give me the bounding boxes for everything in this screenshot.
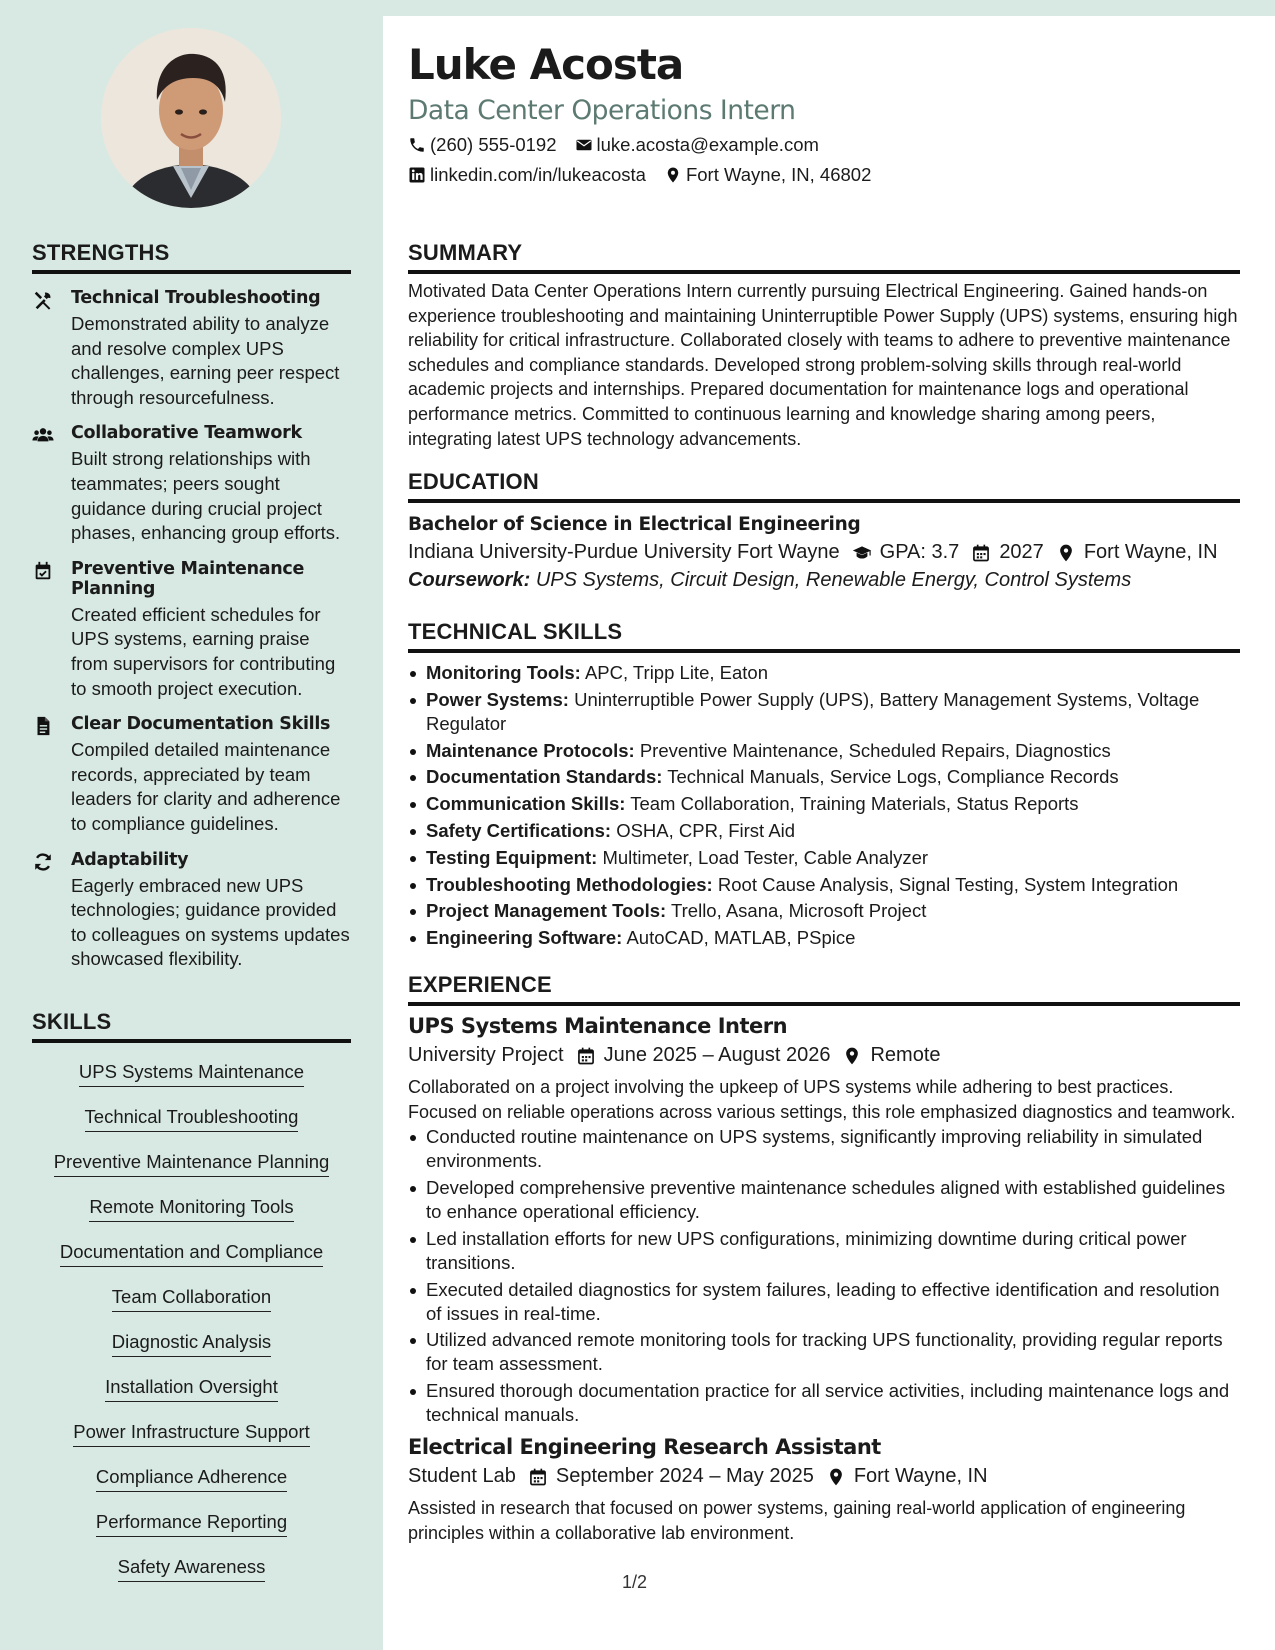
job-entry xyxy=(408,1014,1240,1427)
school-name: Indiana University-Purdue University Fort Wayne xyxy=(408,541,840,563)
strength-desc: Eagerly embraced new UPS technologies; guidance provided to colleagues on systems updates showcased flexibility. xyxy=(71,874,350,970)
page-number: 1/2 xyxy=(622,1572,648,1592)
phone-icon xyxy=(408,136,426,154)
job-meta xyxy=(408,1044,1240,1067)
email-icon xyxy=(575,136,593,154)
profile-photo xyxy=(101,28,281,208)
strength-title: Clear Documentation Skills xyxy=(71,714,331,735)
job-bullet: Utilized advanced remote monitoring tools for tracking UPS functionality, providing regular reports for team assessment. xyxy=(408,1328,1240,1376)
experience-title: EXPERIENCE xyxy=(408,972,1240,1006)
graduation-cap-icon xyxy=(852,543,872,563)
strength-item xyxy=(32,850,351,972)
skill-item: Power Infrastructure Support xyxy=(32,1421,351,1466)
tech-skill-item: Engineering Software: AutoCAD, MATLAB, PSpice xyxy=(408,926,1240,950)
technical-skills-title: TECHNICAL SKILLS xyxy=(408,619,1240,653)
job-dates: September 2024 – May 2025 xyxy=(555,1465,814,1488)
skill-item: Team Collaboration xyxy=(32,1286,351,1331)
job-meta xyxy=(408,1465,1240,1488)
coursework: Coursework: UPS Systems, Circuit Design, Renewable Energy, Control Systems xyxy=(408,569,1132,591)
location-pin-icon xyxy=(664,166,682,184)
tech-skill-item: Maintenance Protocols: Preventive Maintenance, Scheduled Repairs, Diagnostics xyxy=(408,739,1240,763)
skill-item: Preventive Maintenance Planning xyxy=(32,1151,351,1196)
strength-title: Collaborative Teamwork xyxy=(71,423,302,444)
strength-title: Adaptability xyxy=(71,849,189,870)
job-title: Electrical Engineering Research Assistant xyxy=(408,1435,881,1460)
job-entry xyxy=(408,1435,1240,1545)
phone-text[interactable]: (260) 555-0192 xyxy=(430,134,557,155)
email-link[interactable]: luke.acosta@example.com xyxy=(596,134,819,155)
job-dates: June 2025 – August 2026 xyxy=(603,1044,831,1066)
tech-skill-item: Project Management Tools: Trello, Asana, Microsoft Project xyxy=(408,899,1240,923)
skill-item: UPS Systems Maintenance xyxy=(32,1061,351,1106)
strength-item xyxy=(32,714,351,836)
education-section xyxy=(408,469,1240,592)
education-meta xyxy=(408,541,1240,564)
technical-skills-section xyxy=(408,619,1240,953)
tech-skill-item: Safety Certifications: OSHA, CPR, First Aid xyxy=(408,819,1240,843)
strength-item xyxy=(32,423,351,545)
school-location: Fort Wayne, IN xyxy=(1083,541,1218,563)
calendar-icon xyxy=(576,1046,596,1066)
strength-desc: Built strong relationships with teammates; peers sought guidance during crucial project phases, enhancing group efforts. xyxy=(71,448,341,544)
strengths-section xyxy=(32,240,351,972)
strength-title: Preventive Maintenance Planning xyxy=(71,558,305,599)
tech-skill-item: Power Systems: Uninterruptible Power Supply (UPS), Battery Management Systems, Voltage Regulator xyxy=(408,688,1240,736)
job-bullet: Ensured thorough documentation practice for all service activities, including maintenance logs and technical manuals. xyxy=(408,1379,1240,1427)
summary-text: Motivated Data Center Operations Intern currently pursuing Electrical Engineering. Gained hands-on experience troubleshooting and maintaining Uninterruptible Power Supply (UPS) systems, ensuring high reliability for critical infrastructure. Collaborated closely with teams to adhere to preventive maintenance schedules and compliance standards. Developed strong problem-solving skills through real-world academic projects and internships. Prepared documentation for maintenance logs and operational performance metrics. Committed to continuous learning and knowledge sharing among peers, integrating latest UPS technology advancements. xyxy=(408,281,1238,449)
calendar-icon xyxy=(971,543,991,563)
strength-desc: Demonstrated ability to analyze and resolve complex UPS challenges, earning peer respect through resourcefulness. xyxy=(71,313,340,408)
skill-item: Compliance Adherence xyxy=(32,1466,351,1511)
job-description: Collaborated on a project involving the upkeep of UPS systems while adhering to best practices. Focused on reliable operations across various settings, this role emphasized diagnostics and teamwork. xyxy=(408,1077,1236,1122)
graduation-year: 2027 xyxy=(999,541,1044,563)
skill-item: Documentation and Compliance xyxy=(32,1241,351,1286)
skill-item: Installation Oversight xyxy=(32,1376,351,1421)
job-location: Remote xyxy=(870,1044,941,1066)
skill-item: Remote Monitoring Tools xyxy=(32,1196,351,1241)
summary-section xyxy=(408,240,1240,451)
skill-item: Performance Reporting xyxy=(32,1511,351,1556)
job-bullet: Developed comprehensive preventive maintenance schedules aligned with established guidelines to enhance operational efficiency. xyxy=(408,1176,1240,1224)
job-bullet: Conducted routine maintenance on UPS systems, significantly improving reliability in simulated environments. xyxy=(408,1125,1240,1173)
contact-row xyxy=(408,164,889,186)
document-icon xyxy=(32,715,54,737)
tools-icon xyxy=(32,289,54,311)
job-title: UPS Systems Maintenance Intern xyxy=(408,1014,788,1038)
skill-item: Technical Troubleshooting xyxy=(32,1106,351,1151)
job-bullet: Executed detailed diagnostics for system failures, leading to effective identification and resolution of issues in real-time. xyxy=(408,1278,1240,1326)
experience-section xyxy=(408,972,1240,1545)
skill-item: Diagnostic Analysis xyxy=(32,1331,351,1376)
location-text: Fort Wayne, IN, 46802 xyxy=(685,164,872,185)
summary-title: SUMMARY xyxy=(408,240,1240,274)
calendar-icon xyxy=(528,1467,548,1487)
job-org: Student Lab xyxy=(408,1465,516,1488)
location-pin-icon xyxy=(1056,543,1076,563)
tech-skill-item: Testing Equipment: Multimeter, Load Tester, Cable Analyzer xyxy=(408,846,1240,870)
strength-title: Technical Troubleshooting xyxy=(71,288,321,308)
sync-icon xyxy=(32,851,54,873)
contact-row xyxy=(408,134,837,156)
job-description: Assisted in research that focused on power systems, gaining real-world application of engineering principles within a collaborative lab environment. xyxy=(408,1498,1186,1543)
candidate-headline: Data Center Operations Intern xyxy=(408,95,796,126)
calendar-check-icon xyxy=(32,560,54,582)
linkedin-link[interactable]: linkedin.com/in/lukeacosta xyxy=(430,164,646,185)
linkedin-icon xyxy=(408,166,426,184)
location-pin-icon xyxy=(826,1467,846,1487)
tech-skill-item: Monitoring Tools: APC, Tripp Lite, Eaton xyxy=(408,661,1240,685)
location-pin-icon xyxy=(842,1046,862,1066)
strength-desc: Compiled detailed maintenance records, appreciated by team leaders for clarity and adherence to compliance guidelines. xyxy=(71,739,341,834)
strength-item xyxy=(32,288,351,410)
education-title: EDUCATION xyxy=(408,469,1240,503)
tech-skill-item: Troubleshooting Methodologies: Root Cause Analysis, Signal Testing, System Integration xyxy=(408,873,1240,897)
skills-title: SKILLS xyxy=(32,1009,351,1043)
job-org: University Project xyxy=(408,1044,564,1066)
strength-desc: Created efficient schedules for UPS systems, earning praise from supervisors for contributing to smooth project execution. xyxy=(71,603,336,699)
strength-item xyxy=(32,559,351,701)
degree-title: Bachelor of Science in Electrical Engineering xyxy=(408,514,861,535)
job-bullet: Led installation efforts for new UPS configurations, minimizing downtime during critical power transitions. xyxy=(408,1227,1240,1275)
gpa-text: GPA: 3.7 xyxy=(879,541,960,563)
skill-item: Safety Awareness xyxy=(32,1556,351,1601)
job-location: Fort Wayne, IN xyxy=(853,1465,988,1488)
strengths-title: STRENGTHS xyxy=(32,240,351,274)
users-icon xyxy=(32,424,54,446)
tech-skill-item: Documentation Standards: Technical Manuals, Service Logs, Compliance Records xyxy=(408,765,1240,789)
tech-skill-item: Communication Skills: Team Collaboration, Training Materials, Status Reports xyxy=(408,792,1240,816)
skills-section xyxy=(32,1009,351,1601)
candidate-name: Luke Acosta xyxy=(408,40,684,89)
